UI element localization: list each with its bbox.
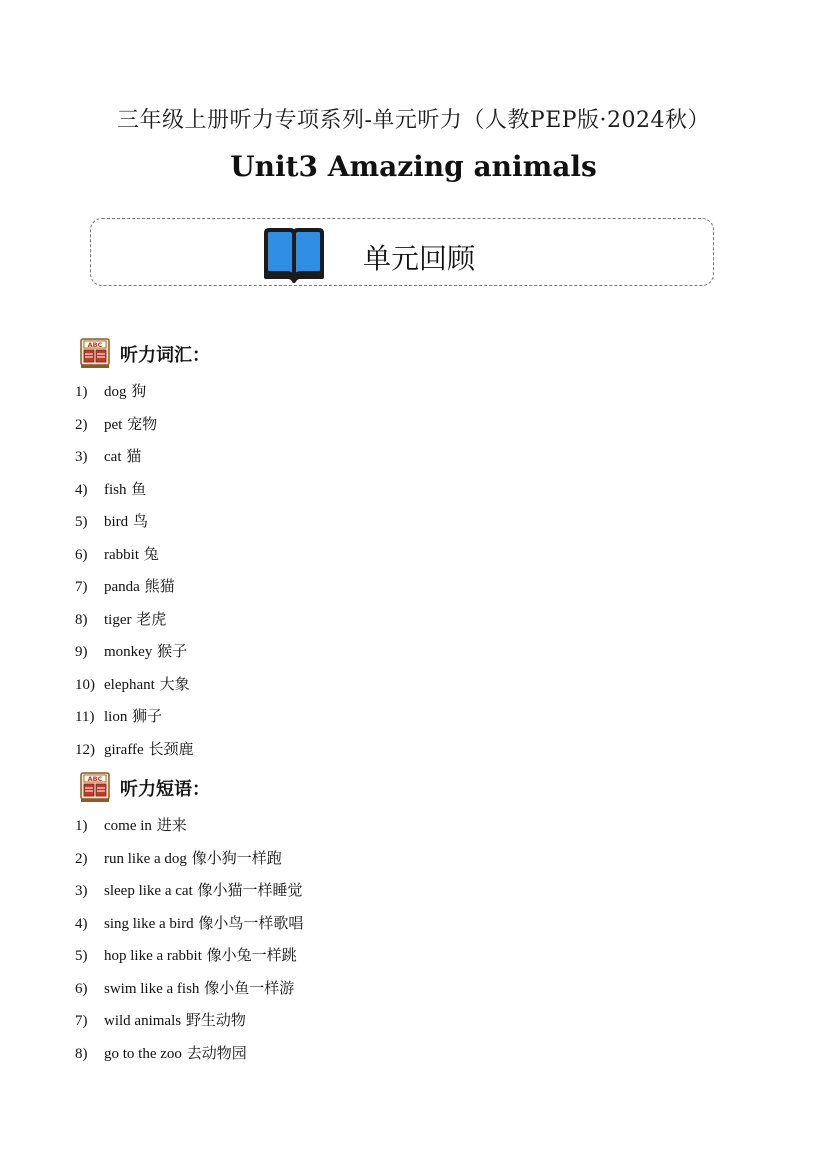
item-chinese: 野生动物 (185, 1011, 246, 1029)
item-chinese: 猴子 (157, 642, 188, 660)
item-chinese: 去动物园 (186, 1043, 247, 1062)
phrases-heading-text: 听力短语： (120, 779, 210, 800)
item-chinese: 鱼 (131, 479, 147, 498)
item-number: 4) (75, 915, 88, 932)
abc-book-icon (78, 770, 112, 804)
item-english: sleep like a cat (104, 883, 193, 899)
list-item (75, 913, 303, 946)
item-number: 2) (75, 416, 88, 433)
list-item (75, 511, 194, 544)
item-chinese: 熊猫 (144, 577, 175, 595)
item-number: 1) (75, 384, 88, 400)
page-title: 三年级上册听力专项系列-单元听力（人教PEP版·2024秋） (116, 108, 711, 133)
abc-book-icon (78, 336, 112, 370)
item-number: 2) (75, 850, 88, 867)
item-number: 7) (75, 579, 88, 595)
list-item (75, 544, 194, 577)
item-english: hop like a rabbit (104, 948, 202, 964)
list-item (75, 381, 194, 414)
item-english: sing like a bird (104, 915, 194, 932)
item-english: rabbit (104, 546, 139, 563)
item-english: elephant (104, 676, 155, 693)
list-item (75, 674, 194, 707)
item-english: panda (104, 579, 140, 595)
item-number: 3) (75, 883, 88, 899)
list-item (75, 1043, 303, 1076)
item-number: 6) (75, 546, 88, 563)
item-english: giraffe (104, 741, 144, 758)
item-number: 11) (75, 709, 95, 725)
item-chinese: 像小鱼一样游 (204, 978, 295, 997)
list-item (75, 641, 194, 674)
item-chinese: 狮子 (132, 707, 163, 725)
item-number: 1) (75, 818, 88, 834)
item-chinese: 长颈鹿 (148, 739, 194, 758)
item-chinese: 大象 (159, 674, 190, 693)
list-item (75, 706, 194, 739)
list-item (75, 576, 194, 609)
item-number: 5) (75, 948, 88, 964)
banner-label: 单元回顾 (363, 242, 476, 275)
item-english: pet (104, 416, 123, 433)
item-chinese: 像小鸟一样歌唱 (198, 913, 304, 932)
svg-text:ABC: ABC (87, 341, 103, 349)
item-chinese: 狗 (131, 382, 147, 400)
book-icon (263, 227, 325, 283)
item-english: fish (104, 481, 127, 498)
item-chinese: 进来 (156, 816, 187, 834)
phrases-list (75, 815, 303, 1075)
item-chinese: 像小猫一样睡觉 (197, 881, 303, 899)
item-number: 10) (75, 676, 95, 693)
item-english: wild animals (104, 1013, 182, 1029)
item-number: 4) (75, 481, 88, 498)
vocabulary-heading-text: 听力词汇： (120, 345, 210, 366)
item-chinese: 兔 (143, 544, 159, 563)
list-item (75, 815, 303, 848)
item-number: 7) (75, 1013, 88, 1029)
item-number: 5) (75, 514, 88, 530)
list-item (75, 479, 194, 512)
list-item (75, 609, 194, 642)
item-chinese: 鸟 (132, 512, 148, 530)
item-english: swim like a fish (104, 980, 200, 997)
item-chinese: 老虎 (136, 609, 167, 628)
list-item (75, 414, 194, 447)
list-item (75, 978, 303, 1011)
list-item (75, 848, 303, 881)
item-chinese: 像小兔一样跳 (206, 946, 297, 964)
item-number: 6) (75, 980, 88, 997)
list-item (75, 446, 194, 479)
list-item (75, 1010, 303, 1043)
item-chinese: 像小狗一样跑 (191, 848, 282, 867)
item-number: 9) (75, 644, 88, 660)
item-chinese: 宠物 (127, 414, 158, 433)
item-english: go to the zoo (104, 1045, 182, 1062)
item-english: dog (104, 384, 127, 400)
item-number: 8) (75, 1045, 88, 1062)
item-english: bird (104, 514, 129, 530)
item-english: lion (104, 709, 128, 725)
unit-title: Unit3 Amazing animals (230, 150, 597, 183)
item-number: 3) (75, 449, 88, 465)
section-banner (90, 218, 714, 286)
item-number: 12) (75, 741, 95, 758)
item-english: run like a dog (104, 850, 187, 867)
vocabulary-list (75, 381, 194, 771)
item-english: cat (104, 449, 122, 465)
list-item (75, 880, 303, 913)
svg-text:ABC: ABC (87, 775, 103, 783)
item-chinese: 猫 (126, 447, 142, 465)
item-english: monkey (104, 644, 153, 660)
item-english: come in (104, 818, 152, 834)
list-item (75, 945, 303, 978)
item-english: tiger (104, 611, 132, 628)
list-item (75, 739, 194, 772)
item-number: 8) (75, 611, 88, 628)
